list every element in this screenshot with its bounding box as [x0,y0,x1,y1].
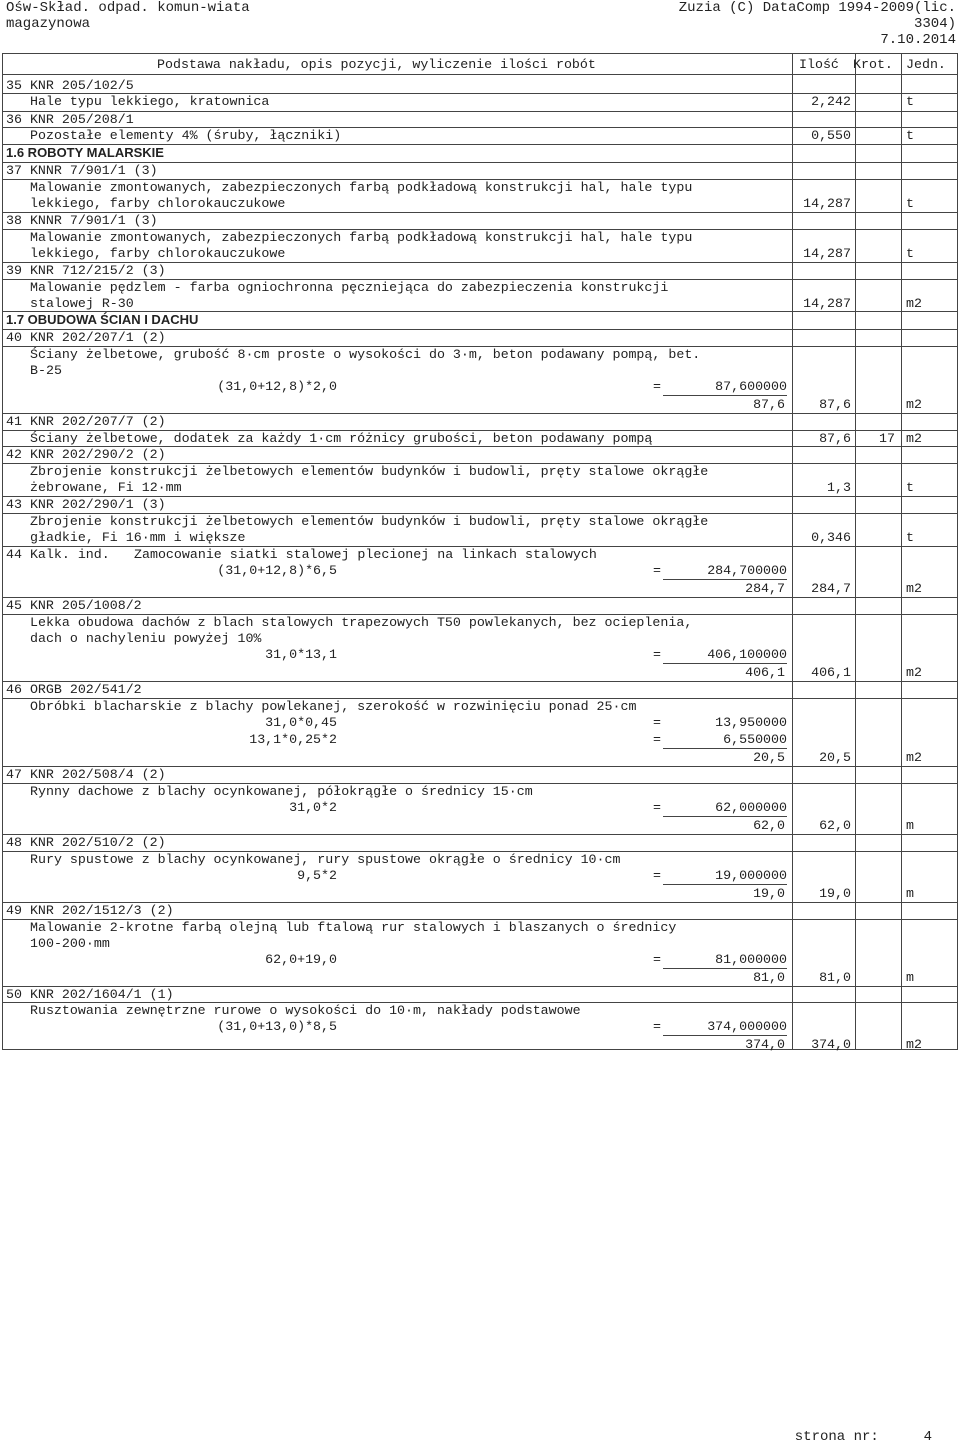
item-code: 35 KNR 205/102/5 [6,78,134,93]
quantity-value: 19,0 [819,886,851,901]
item-code: 37 KNNR 7/901/1 (3) [6,163,158,178]
row-divider [3,597,957,598]
quantity-value: 62,0 [753,818,785,833]
calc-equals: = [653,1019,661,1034]
calc-expression: 13,1*0,25*2 [249,732,337,747]
item-code: 47 KNR 202/508/4 (2) [6,767,166,782]
item-description: Rury spustowe z blachy ocynkowanej, rury spustowe okrągłe o średnicy 10·cm [30,852,621,867]
column-divider [792,54,793,1049]
calc-expression: (31,0+12,8)*2,0 [217,379,337,394]
item-code: 36 KNR 205/208/1 [6,112,134,127]
calc-value: 284,700000 [663,563,787,580]
calc-expression: 31,0*2 [289,800,337,815]
calc-expression: 31,0*0,45 [265,715,337,730]
unit-value: t [906,246,914,261]
calc-value: 13,950000 [715,715,787,730]
item-description: Ściany żelbetowe, dodatek za każdy 1·cm różnicy grubości, beton podawany pompą [30,431,653,446]
calc-equals: = [653,379,661,394]
item-code: 44 Kalk. ind. [6,547,110,562]
unit-value: t [906,530,914,545]
item-description: Malowanie pędzlem - farba ogniochronna pęczniejąca do zabezpieczenia konstrukcji [30,280,669,295]
item-description: 100-200·mm [30,936,110,951]
page-number-label: strona nr: [794,1429,879,1445]
unit-value: m2 [906,431,922,446]
unit-value: m2 [906,581,922,596]
quantity-value: 2,242 [811,94,851,109]
quantity-value: 81,0 [753,970,785,985]
calc-equals: = [653,868,661,883]
row-divider [3,681,957,682]
page-footer [795,1429,932,1445]
column-divider [855,54,856,1049]
calc-equals: = [653,563,661,578]
calc-equals: = [653,647,661,662]
item-description: dach o nachyleniu powyżej 10% [30,631,262,646]
item-description: żebrowane, Fi 12·mm [30,480,182,495]
calc-expression: 9,5*2 [297,868,337,883]
item-description: Zbrojenie konstrukcji żelbetowych elementów budynków i budowli, pręty stalowe okrągłe [30,514,709,529]
item-description: Obróbki blacharskie z blachy powlekanej, szerokość w rozwinięciu ponad 25·cm [30,699,637,714]
document-header-left [6,0,250,32]
calc-value: 81,000000 [663,952,787,969]
unit-value: m2 [906,665,922,680]
item-description: Zbrojenie konstrukcji żelbetowych elementów budynków i budowli, pręty stalowe okrągłe [30,464,709,479]
unit-value: m2 [906,750,922,765]
calc-expression: (31,0+12,8)*6,5 [217,563,337,578]
unit-value: m2 [906,397,922,412]
item-code: 46 ORGB 202/541/2 [6,682,142,697]
calc-expression: (31,0+13,0)*8,5 [217,1019,337,1034]
header-title-line1: Ośw-Skład. odpad. komun-wiata [6,0,250,16]
quantity-value: 87,6 [819,397,851,412]
section-heading: 1.6 ROBOTY MALARSKIE [6,145,164,160]
page-number: 4 [923,1429,932,1445]
calc-value: 374,000000 [663,1019,787,1036]
quantity-value: 14,287 [803,296,851,311]
item-code: 43 KNR 202/290/1 (3) [6,497,166,512]
item-description: Zamocowanie siatki stalowej plecionej na linkach stalowych [134,547,597,562]
quantity-value: 62,0 [819,818,851,833]
item-description: Malowanie zmontowanych, zabezpieczonych farbą podkładową konstrukcji hal, hale typu [30,180,693,195]
calc-value: 87,600000 [663,379,787,396]
quantity-value: 20,5 [753,750,785,765]
quantity-value: 81,0 [819,970,851,985]
calc-equals: = [653,952,661,967]
item-description: Malowanie zmontowanych, zabezpieczonych farbą podkładową konstrukcji hal, hale typu [30,230,693,245]
quantity-value: 284,7 [745,581,785,596]
unit-value: m [906,970,914,985]
unit-value: m [906,886,914,901]
column-header-quantity: Ilość [799,57,839,72]
item-description: Hale typu lekkiego, kratownica [30,94,270,109]
calc-value: 6,550000 [663,732,787,749]
item-description: stalowej R-30 [30,296,134,311]
column-header-unit: Jedn. [906,57,946,72]
unit-value: m2 [906,1037,922,1052]
quantity-value: 0,346 [811,530,851,545]
item-code: 40 KNR 202/207/1 (2) [6,330,166,345]
calc-value: 19,000000 [663,868,787,885]
header-license: 3304) [913,16,956,32]
calc-equals: = [653,732,661,747]
quantity-value: 14,287 [803,196,851,211]
item-code: 39 KNR 712/215/2 (3) [6,263,166,278]
header-divider [3,74,957,75]
quantity-value: 87,6 [753,397,785,412]
item-description: Malowanie 2-krotne farbą olejną lub ftalową rur stalowych i blaszanych o średnicy [30,920,677,935]
calc-expression: 31,0*13,1 [265,647,337,662]
item-description: Rynny dachowe z blachy ocynkowanej, półokrągłe o średnicy 15·cm [30,784,533,799]
item-description: Pozostałe elementy 4% (śruby, łączniki) [30,128,342,143]
item-description: B-25 [30,363,62,378]
unit-value: m2 [906,296,922,311]
item-code: 50 KNR 202/1604/1 (1) [6,987,174,1002]
quantity-value: 20,5 [819,750,851,765]
calc-expression: 62,0+19,0 [265,952,337,967]
calc-equals: = [653,715,661,730]
cost-estimate-table [2,53,958,1050]
item-description: lekkiego, farby chlorokauczukowe [30,246,286,261]
section-heading: 1.7 OBUDOWA ŚCIAN I DACHU [6,312,199,327]
quantity-value: 14,287 [803,246,851,261]
header-software: Zuzia (C) DataComp 1994-2009(lic. [678,0,956,16]
item-code: 49 KNR 202/1512/3 (2) [6,903,174,918]
item-description: Rusztowania zewnętrzne rurowe o wysokości do 10·m, nakłady podstawowe [30,1003,581,1018]
item-description: Ściany żelbetowe, grubość 8·cm proste o wysokości do 3·m, beton podawany pompą, bet. [30,347,701,362]
unit-value: t [906,128,914,143]
quantity-value: 406,1 [745,665,785,680]
header-title-line2: magazynowa [6,16,91,32]
quantity-value: 0,550 [811,128,851,143]
quantity-value: 17 [879,431,895,446]
calc-equals: = [653,800,661,815]
quantity-value: 19,0 [753,886,785,901]
calc-value: 62,000000 [663,800,787,817]
item-code: 45 KNR 205/1008/2 [6,598,142,613]
quantity-value: 1,3 [827,480,851,495]
unit-value: t [906,94,914,109]
quantity-value: 374,0 [745,1037,785,1052]
quantity-value: 87,6 [819,431,851,446]
quantity-value: 406,1 [811,665,851,680]
item-code: 48 KNR 202/510/2 (2) [6,835,166,850]
quantity-value: 284,7 [811,581,851,596]
document-header-right [679,0,956,48]
row-divider [3,111,957,112]
unit-value: t [906,196,914,211]
item-code: 41 KNR 202/207/7 (2) [6,414,166,429]
column-header-krot: Krot. [853,57,893,72]
calc-value: 406,100000 [663,647,787,664]
item-description: gładkie, Fi 16·mm i większe [30,530,246,545]
item-code: 42 KNR 202/290/2 (2) [6,447,166,462]
item-code: 38 KNNR 7/901/1 (3) [6,213,158,228]
unit-value: m [906,818,914,833]
item-description: lekkiego, farby chlorokauczukowe [30,196,286,211]
quantity-value: 374,0 [811,1037,851,1052]
column-header-description: Podstawa nakładu, opis pozycji, wyliczenie ilości robót [157,57,596,72]
unit-value: t [906,480,914,495]
column-divider [901,54,902,1049]
item-description: Lekka obudowa dachów z blach stalowych trapezowych T50 powlekanych, bez ocieplenia, [30,615,693,630]
header-date: 7.10.2014 [880,32,956,48]
